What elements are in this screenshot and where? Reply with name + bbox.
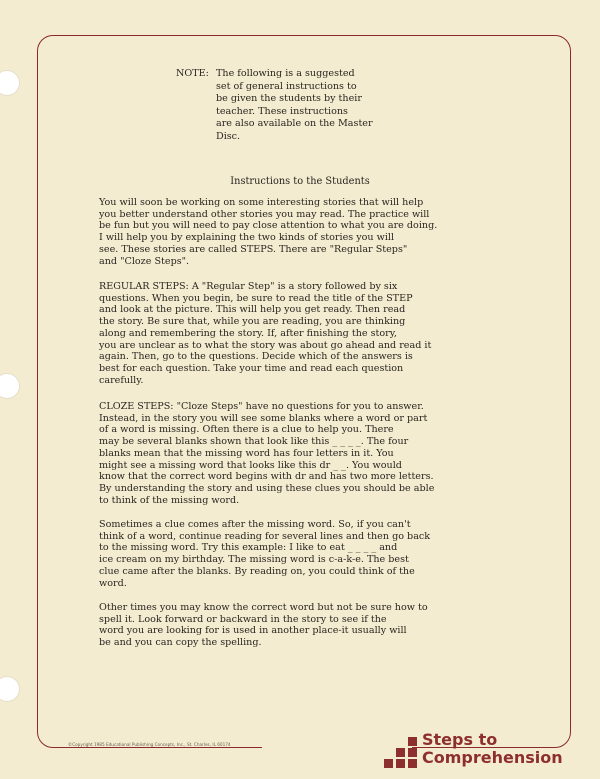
text-line: be fun but you will need to pay close attention to what you are doing.: [99, 220, 438, 232]
text-line: CLOZE STEPS: "Cloze Steps" have no questions for you to answer.: [99, 401, 424, 412]
teacher-note: [176, 68, 436, 144]
note-line: Disc.: [216, 130, 241, 142]
text-line: to think of the missing word.: [99, 494, 240, 506]
text-line: see. These stories are called STEPS. There are "Regular Steps": [99, 243, 408, 255]
paragraph-regular-steps: [99, 281, 479, 386]
text-line: you are unclear as to what the story was about go ahead and read it: [99, 339, 432, 351]
steps-to-comprehension-logo: [384, 731, 584, 775]
text-line: REGULAR STEPS: A "Regular Step" is a story followed by six: [99, 281, 398, 292]
text-line: best for each question. Take your time and read each question: [99, 362, 404, 374]
text-line: questions. When you begin, be sure to read the title of the STEP: [99, 292, 413, 304]
note-line: set of general instructions to: [216, 80, 357, 92]
text-line: ice cream on my birthday. The missing word is c-a-k-e. The best: [99, 554, 409, 566]
paragraph-intro: [99, 197, 479, 267]
text-line: carefully.: [99, 374, 144, 386]
text-line: and look at the picture. This will help you get ready. Then read: [99, 304, 406, 316]
text-line: the story. Be sure that, while you are reading, you are thinking: [99, 316, 406, 328]
text-line: blanks mean that the missing word has four letters in it. You: [99, 447, 394, 459]
text-line: spell it. Look forward or backward in the story to see if the: [99, 613, 387, 625]
text-line: and "Cloze Steps".: [99, 255, 190, 267]
text-line: Sometimes a clue comes after the missing word. So, if you can't: [99, 519, 411, 530]
logo-squares-icon: [384, 737, 420, 769]
text-line: may be several blanks shown that look like this _ _ _ _. The four: [99, 436, 409, 448]
text-line: Other times you may know the correct word but not be sure how to: [99, 602, 428, 613]
text-line: You will soon be working on some interesting stories that will help: [99, 197, 424, 208]
paragraph-spelling: [99, 602, 479, 649]
logo-line-1: Steps to: [422, 730, 498, 749]
text-line: be and you can copy the spelling.: [99, 637, 262, 649]
logo-line-2: Comprehension: [422, 748, 563, 767]
text-line: Instead, in the story you will see some blanks where a word or part: [99, 412, 428, 424]
logo-text: [422, 731, 563, 767]
note-text: [216, 68, 436, 144]
text-line: might see a missing word that looks like this dr _ _. You would: [99, 459, 402, 471]
copyright-notice: ©Copyright 1985 Educational Publishing Concepts, Inc., St. Charles, IL 60174: [68, 742, 231, 747]
text-line: word you are looking for is used in another place-it usually will: [99, 625, 407, 637]
text-line: of a word is missing. Often there is a clue to help you. There: [99, 424, 394, 436]
paragraph-clue-after: [99, 519, 479, 589]
document-title: Instructions to the Students: [230, 176, 370, 187]
text-line: you better understand other stories you may read. The practice will: [99, 208, 430, 220]
text-line: along and remembering the story. If, after finishing the story,: [99, 327, 397, 339]
text-line: word.: [99, 577, 127, 589]
text-line: I will help you by explaining the two kinds of stories you will: [99, 232, 395, 244]
binder-hole-top: [0, 70, 20, 96]
text-line: think of a word, continue reading for several lines and then go back: [99, 530, 431, 542]
note-label: NOTE:: [176, 68, 209, 79]
text-line: know that the correct word begins with dr and has two more letters.: [99, 471, 434, 483]
binder-hole-middle: [0, 373, 20, 399]
text-line: again. Then, go to the questions. Decide which of the answers is: [99, 351, 413, 363]
text-line: clue came after the blanks. By reading on, you could think of the: [99, 565, 415, 577]
note-line: are also available on the Master: [216, 118, 373, 130]
binder-hole-bottom: [0, 676, 20, 702]
text-line: By understanding the story and using these clues you should be able: [99, 482, 435, 494]
paragraph-cloze-steps: [99, 401, 479, 506]
note-line: The following is a suggested: [216, 68, 355, 79]
note-line: teacher. These instructions: [216, 105, 348, 117]
note-line: be given the students by their: [216, 93, 362, 105]
text-line: to the missing word. Try this example: I like to eat _ _ _ _ and: [99, 542, 398, 554]
